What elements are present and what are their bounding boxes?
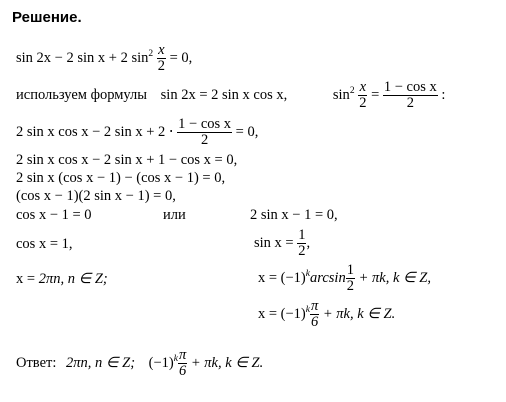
answer-second-left: (−1) <box>148 355 174 372</box>
eq3-fraction <box>177 117 232 148</box>
final-right: + πk, k ∈ Z. <box>319 306 396 323</box>
formula-frac-cos-num: 1 − cos x <box>383 79 437 95</box>
solution-left-value: 2πn, n ∈ Z; <box>38 271 108 287</box>
eq3-left: 2 sin x cos x − 2 sin x + 2 ⋅ <box>16 124 174 141</box>
arcsin-fraction <box>346 263 355 294</box>
sin-frac-num: 1 <box>298 227 306 243</box>
equation-line-5: 2 sin x (cos x − 1) − (cos x − 1) = 0, <box>16 170 226 186</box>
eq1-fraction <box>157 43 166 74</box>
eq1-frac-num: x <box>158 42 165 58</box>
eq1-right: = 0, <box>166 50 193 67</box>
arcsin-left: x = (−1) <box>258 270 306 287</box>
solution-left-x: x = <box>16 271 39 287</box>
solution-heading: Решение. <box>12 9 82 26</box>
arcsin-exponent: k <box>305 269 310 280</box>
case-right-sin <box>254 228 310 259</box>
case-left-equation: cos x − 1 = 0 <box>16 207 92 223</box>
eq1-frac-den: 2 <box>157 58 165 75</box>
case-left-cos: cos x = 1, <box>16 236 73 252</box>
eq1-left: sin 2x − 2 sin x + 2 sin <box>16 50 149 67</box>
answer-frac-num: π <box>178 347 187 363</box>
formula-equals: = <box>367 87 383 104</box>
formula-frac-cos-den: 2 <box>406 95 414 112</box>
formula-exponent: 2 <box>349 86 355 97</box>
solution-right-final <box>258 299 395 330</box>
final-frac-den: 6 <box>310 314 319 331</box>
equation-line-3 <box>16 117 258 148</box>
answer-line <box>16 348 263 379</box>
solution-left <box>16 271 108 288</box>
equation-line-6: (cos x − 1)(2 sin x − 1) = 0, <box>16 188 176 204</box>
equation-line-4: 2 sin x cos x − 2 sin x + 1 − cos x = 0, <box>16 152 238 168</box>
sin-frac-den: 2 <box>298 243 306 260</box>
arcsin-right: + πk, k ∈ Z, <box>354 270 431 287</box>
arcsin-word: arcsin <box>309 270 346 287</box>
eq3-frac-den: 2 <box>200 132 209 149</box>
final-frac-num: π <box>310 298 319 314</box>
answer-exponent: k <box>173 354 178 365</box>
formula-line <box>16 80 445 111</box>
sin-eq-left: sin x = <box>254 235 298 252</box>
sin-eq-right: , <box>306 235 311 252</box>
final-left: x = (−1) <box>258 306 306 323</box>
formula-half-angle-left: sin <box>332 87 350 104</box>
eq1-exponent: 2 <box>148 49 154 60</box>
answer-label: Ответ: <box>16 355 57 372</box>
equation-line-1 <box>16 43 192 74</box>
case-or-word: или <box>163 207 186 223</box>
solution-right-arcsin <box>258 263 431 294</box>
eq3-frac-num: 1 − cos x <box>178 116 232 132</box>
formula-end: : <box>437 87 446 104</box>
answer-first: 2πn, n ∈ Z; <box>66 355 136 372</box>
eq3-right: = 0, <box>232 124 259 141</box>
formula-frac-x-den: 2 <box>359 95 367 112</box>
arcsin-frac-den: 2 <box>346 278 354 295</box>
arcsin-frac-num: 1 <box>346 262 354 278</box>
answer-fraction <box>178 348 187 379</box>
formula-frac-cos <box>383 80 438 111</box>
answer-second-right: + πk, k ∈ Z. <box>187 355 264 372</box>
formula-frac-x-num: x <box>359 79 367 95</box>
answer-frac-den: 6 <box>178 363 187 380</box>
final-exponent: k <box>305 305 310 316</box>
case-right-equation: 2 sin x − 1 = 0, <box>250 207 338 223</box>
formula-double-angle: sin 2x = 2 sin x cos x, <box>160 87 288 104</box>
final-fraction <box>310 299 319 330</box>
formula-intro: используем формулы <box>16 87 148 104</box>
